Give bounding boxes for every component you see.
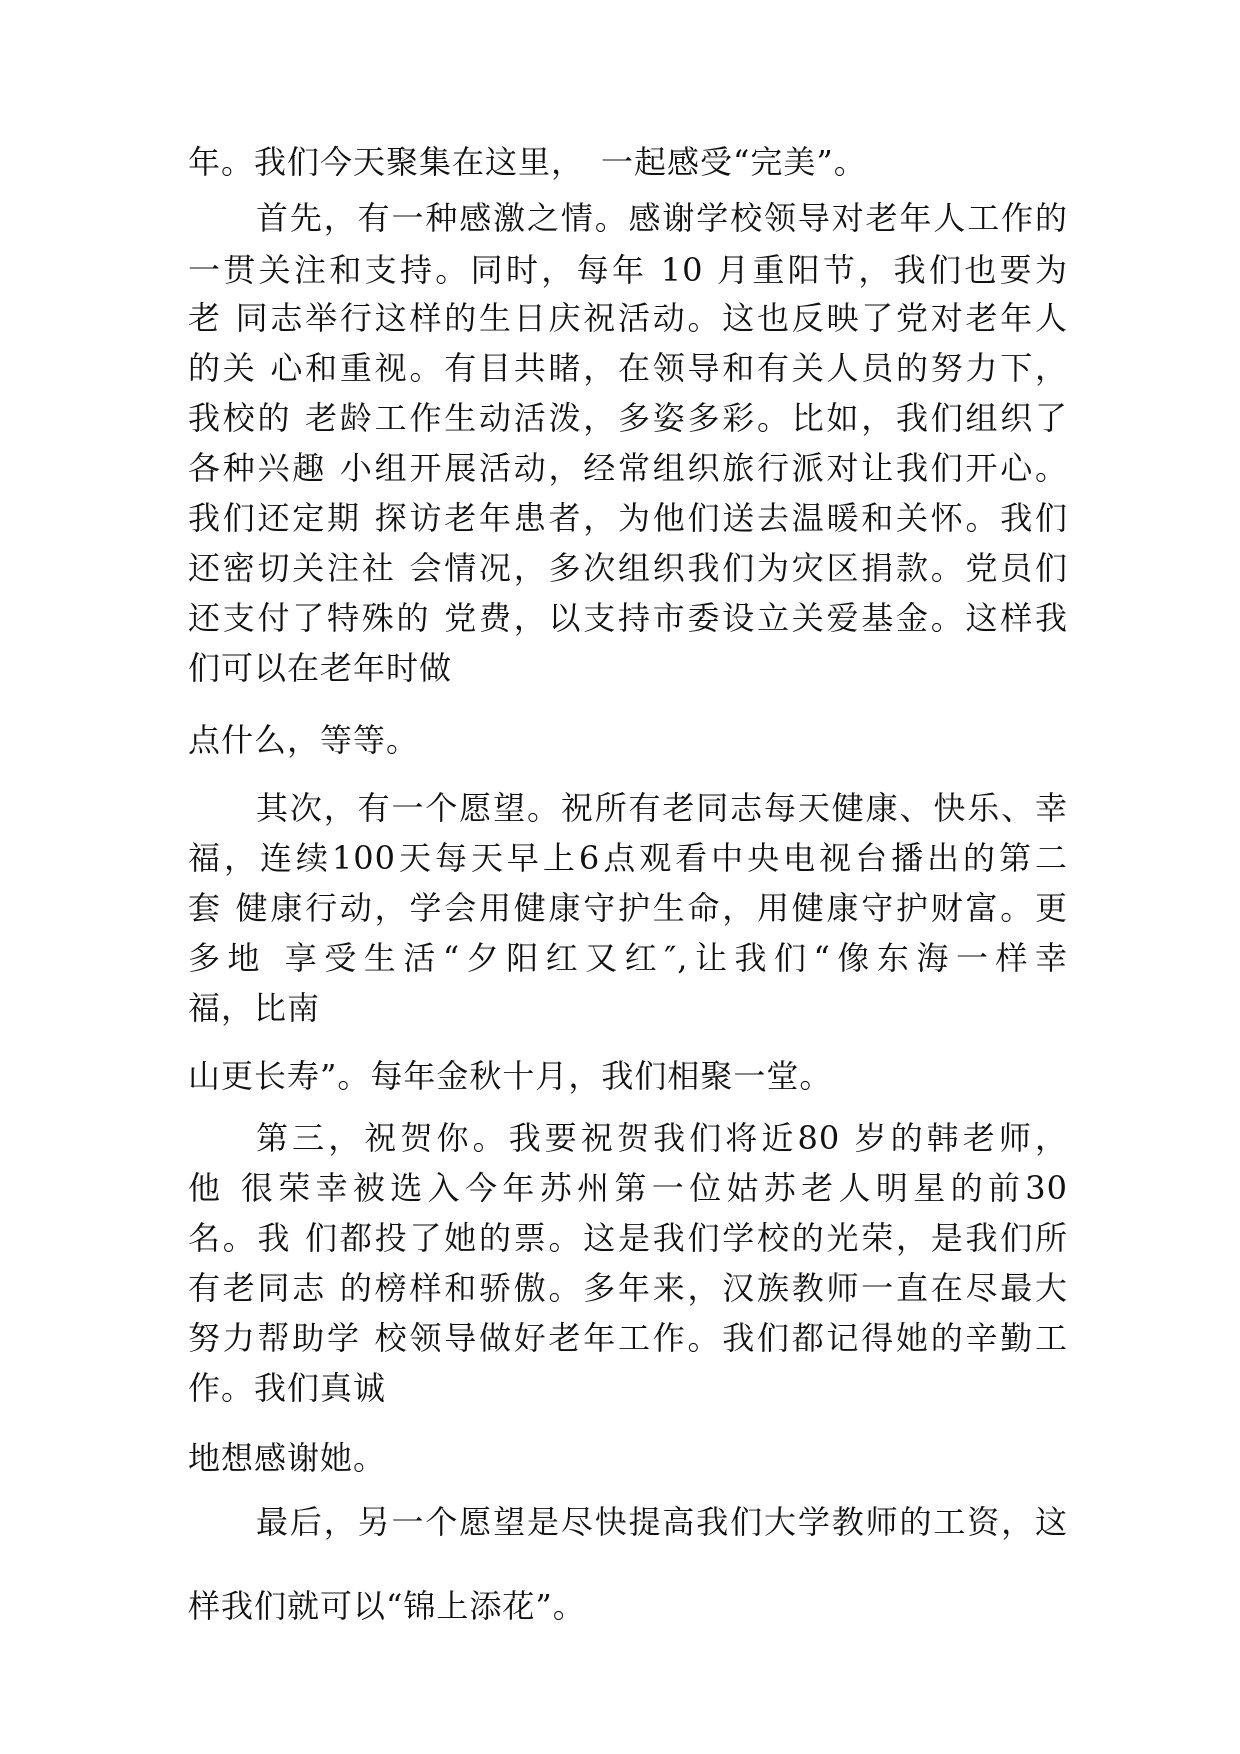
text-line: 老 同志举行这样的生日庆祝活动。这也反映了党对老年人	[188, 299, 1068, 337]
text-line: 努力帮助学 校领导做好老年工作。我们都记得她的辛勤工	[188, 1319, 1068, 1357]
text-line: 年。我们今天聚集在这里， 一起感受“完美”。	[188, 143, 867, 181]
text-line: 还支付了特殊的 党费，以支持市委设立关爱基金。这样我	[188, 599, 1068, 637]
text-line: 作。我们真诚	[188, 1369, 387, 1407]
paragraph-first-line: 第三，祝贺你。我要祝贺我们将近80 岁的韩老师，	[256, 1119, 1068, 1157]
text-line: 他 很荣幸被选入今年苏州第一位姑苏老人明星的前30	[188, 1169, 1068, 1207]
paragraph-first-line: 其次，有一个愿望。祝所有老同志每天健康、快乐、幸	[256, 789, 1068, 827]
text-line: 地想感谢她。	[188, 1439, 387, 1477]
text-line: 我校的 老龄工作生动活泼，多姿多彩。比如，我们组织了	[188, 399, 1068, 437]
text-line: 们可以在老年时做	[188, 649, 453, 687]
text-line: 福，连续100天每天早上6点观看中央电视台播出的第二	[188, 839, 1068, 877]
paragraph-first-line: 最后，另一个愿望是尽快提高我们大学教师的工资，这	[256, 1503, 1068, 1541]
text-line: 样我们就可以“锦上添花”。	[188, 1587, 586, 1625]
text-line: 山更长寿”。每年金秋十月，我们相聚一堂。	[188, 1057, 833, 1095]
text-line: 一贯关注和支持。同时，每年 10 月重阳节，我们也要为	[188, 251, 1068, 289]
text-line: 福，比南	[188, 989, 321, 1027]
text-line: 各种兴趣 小组开展活动，经常组织旅行派对让我们开心。	[188, 449, 1068, 487]
text-line: 还密切关注社 会情况，多次组织我们为灾区捐款。党员们	[188, 549, 1068, 587]
text-line: 套 健康行动，学会用健康守护生命，用健康守护财富。更	[188, 889, 1068, 927]
text-line: 点什么，等等。	[188, 721, 420, 759]
text-line: 的关 心和重视。有目共睹，在领导和有关人员的努力下，	[188, 349, 1068, 387]
text-line: 有老同志 的榜样和骄傲。多年来，汉族教师一直在尽最大	[188, 1269, 1068, 1307]
paragraph-first-line: 首先，有一种感激之情。感谢学校领导对老年人工作的	[256, 199, 1068, 237]
text-line: 名。我 们都投了她的票。这是我们学校的光荣，是我们所	[188, 1219, 1068, 1257]
text-line: 我们还定期 探访老年患者，为他们送去温暖和关怀。我们	[188, 499, 1068, 537]
text-line: 多地 享受生活“夕阳红又红″,让我们“像东海一样幸	[188, 939, 1068, 977]
